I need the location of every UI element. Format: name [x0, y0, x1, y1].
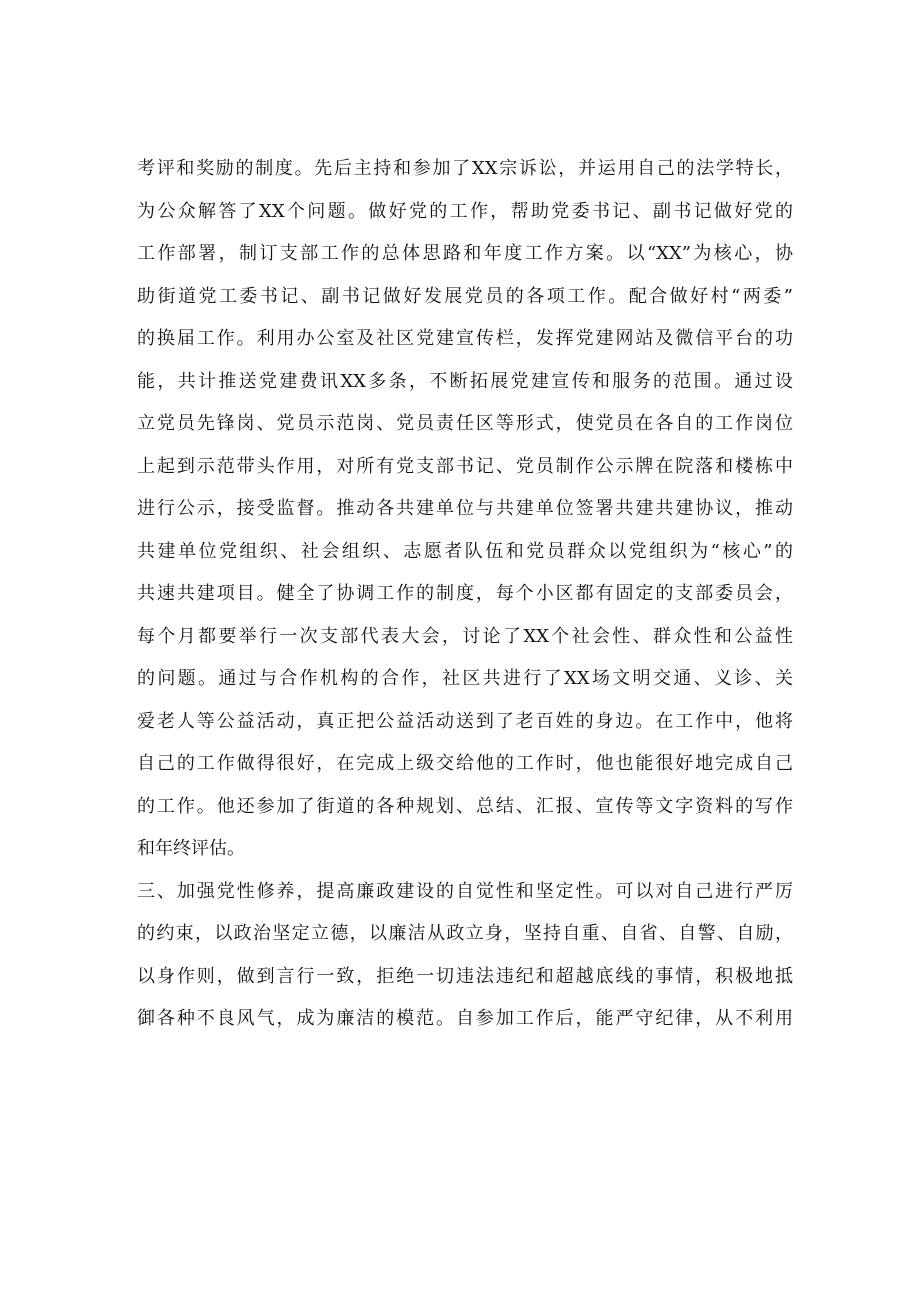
text-line: 的换届工作。利用办公室及社区党建宣传栏，发挥党建网站及微信平台的功: [137, 328, 793, 349]
text-line: 进行公示，接受监督。推动各共建单位与共建单位签署共建共建协议，推动: [137, 498, 793, 519]
paragraph-1: [137, 148, 793, 871]
text-line: 自己的工作做得很好，在完成上级交给他的工作时，他也能很好地完成自己: [137, 753, 793, 774]
text-line: 的工作。他还参加了街道的各种规划、总结、汇报、宣传等文字资料的写作: [137, 795, 793, 817]
text-line: 能，共计推送党建费讯XX多条，不断拓展党建宣传和服务的范围。通过设: [137, 370, 793, 392]
text-line: 的问题。通过与合作机构的合作，社区共进行了XX场文明交通、义诊、关: [137, 668, 793, 689]
text-line: 御各种不良风气，成为廉洁的模范。自参加工作后，能严守纪律，从不利用: [137, 1008, 793, 1029]
text-line: 考评和奖励的制度。先后主持和参加了XX宗诉讼，并运用自己的法学特长，: [137, 158, 793, 179]
text-line: 以身作则，做到言行一致，拒绝一切违法违纪和超越底线的事情，积极地抵: [137, 965, 793, 987]
text-line: 每个月都要举行一次支部代表大会，讨论了XX个社会性、群众性和公益性: [137, 625, 793, 647]
text-line: 工作部署，制订支部工作的总体思路和年度工作方案。以“XX”为核心，协: [137, 243, 793, 264]
text-line: 立党员先锋岗、党员示范岗、党员责任区等形式，使党员在各自的工作岗位: [137, 413, 793, 434]
text-line: 共速共建项目。健全了协调工作的制度，每个小区都有固定的支部委员会，: [137, 583, 793, 604]
text-line: 助街道党工委书记、副书记做好发展党员的各项工作。配合做好村“两委”: [137, 285, 793, 307]
text-line: 爱老人等公益活动，真正把公益活动送到了老百姓的身边。在工作中，他将: [137, 710, 793, 732]
text-line: 为公众解答了XX个问题。做好党的工作，帮助党委书记、副书记做好党的: [137, 200, 793, 222]
paragraph-2: [137, 871, 793, 1041]
text-line: 的约束，以政治坚定立德，以廉洁从政立身，坚持自重、自省、自警、自励，: [137, 923, 793, 944]
text-line: 上起到示范带头作用，对所有党支部书记、党员制作公示牌在院落和楼栋中: [137, 455, 793, 477]
section-heading-line: 三、加强党性修养，提高廉政建设的自觉性和坚定性。可以对自己进行严厉: [137, 880, 793, 902]
document-body: [137, 148, 793, 1041]
text-line: 共建单位党组织、社会组织、志愿者队伍和党员群众以党组织为“核心”的: [137, 540, 793, 562]
text-line: 和年终评估。: [137, 838, 245, 859]
